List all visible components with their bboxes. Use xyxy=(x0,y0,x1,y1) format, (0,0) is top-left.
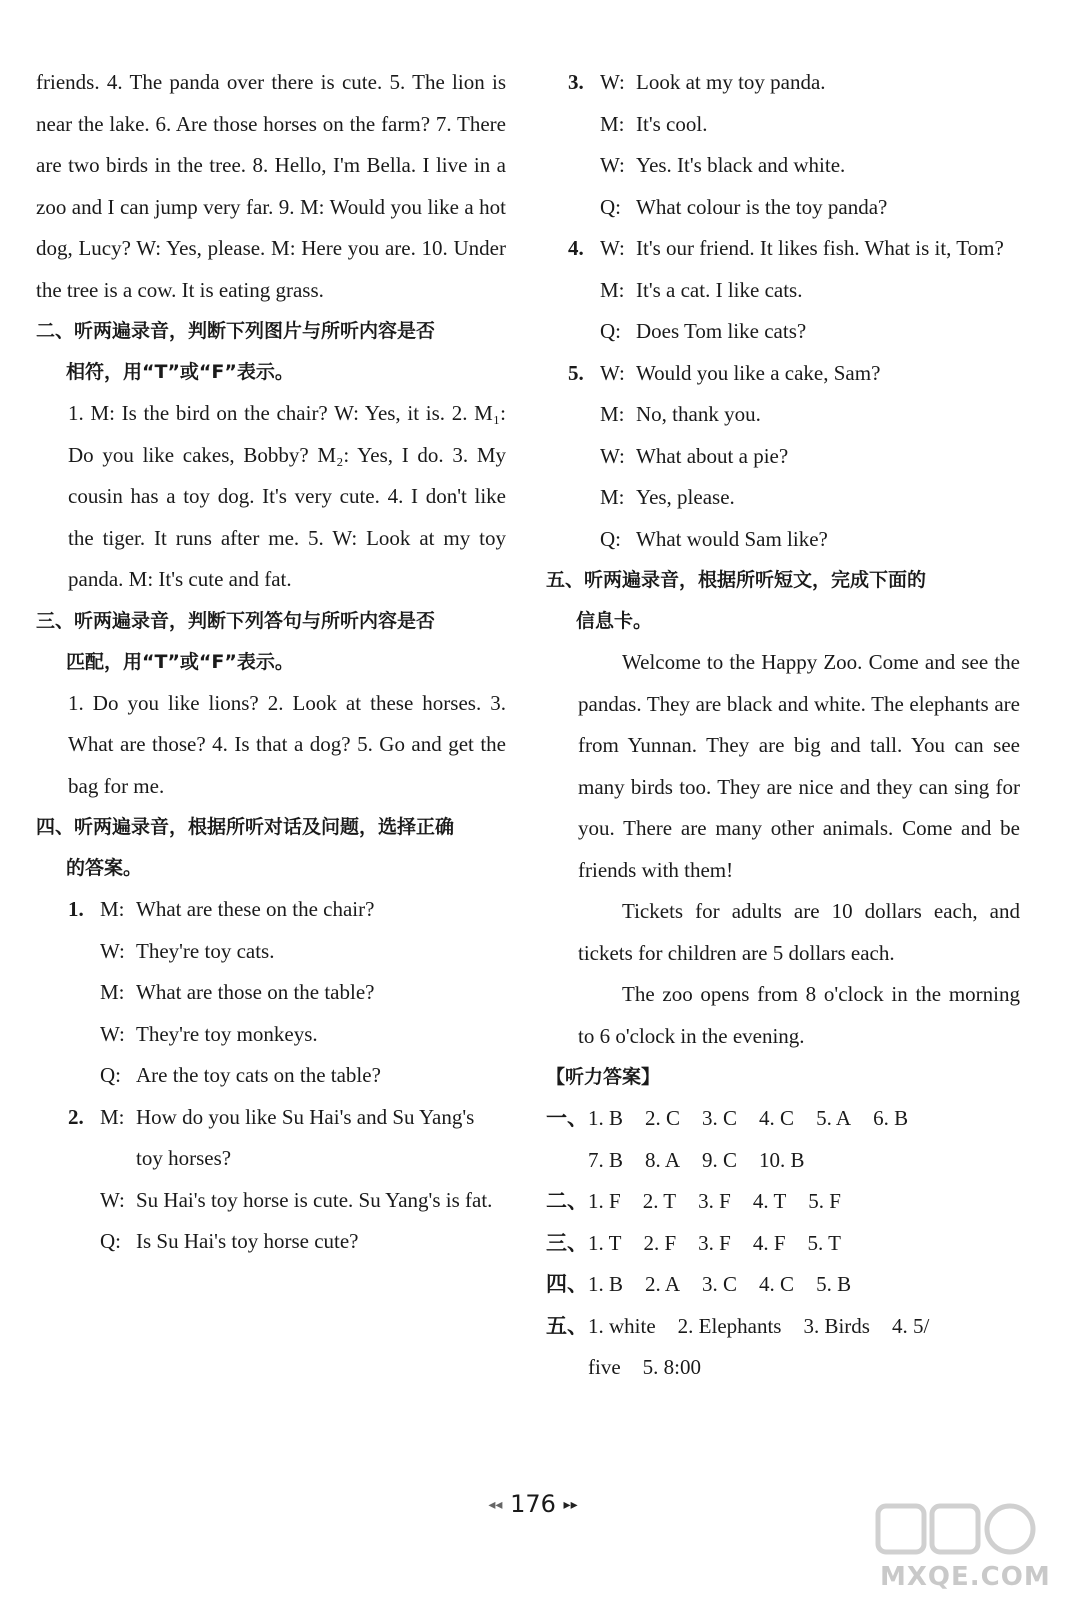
sec4-dialogue-2 xyxy=(36,1097,506,1263)
answers-title: 【听力答案】 xyxy=(546,1066,661,1088)
dialogue-text: Yes. It's black and white. xyxy=(636,153,846,177)
answer-section: 二、 xyxy=(546,1189,588,1213)
dialogue-text: Look at my toy panda. xyxy=(636,70,826,94)
sec3-body: 1. Do you like lions? 2. Look at these horses. 3. What are those? 4. Is that a dog? 5. Go and get the bag for me. xyxy=(68,690,506,798)
answer-item: 3. Birds xyxy=(803,1313,870,1338)
dialogue-text: They're toy cats. xyxy=(136,938,275,963)
answer-item: 2. F xyxy=(643,1230,677,1255)
dialogue-text: How do you like Su Hai's and Su Yang's toy horses? xyxy=(136,1104,475,1170)
answer-item: 4. 5/ xyxy=(891,1313,930,1338)
dialogue-speaker: M: xyxy=(600,402,625,426)
answer-item: 5. B xyxy=(816,1272,852,1296)
dialogue-line xyxy=(568,519,1020,561)
dialogue-speaker: M: xyxy=(600,111,625,136)
dialogue-line xyxy=(568,62,1020,104)
sec3-title: 三、听两遍录音，判断下列答句与所听内容是否 xyxy=(36,609,436,632)
page-number: 176 xyxy=(510,1490,556,1518)
answer-section: 四、 xyxy=(546,1272,588,1296)
sec5-passage-1: Welcome to the Happy Zoo. Come and see the pandas. They are black and white. The elephants are from Yunnan. They are big and tall. You can see many birds too. They are nice and they can sing for you. There are many other animals. Come and be friends with them! xyxy=(578,650,1020,882)
dialogue-line xyxy=(568,104,1020,146)
sec5-passage-2: Tickets for adults are 10 dollars each, and tickets for children are 5 dollars each. xyxy=(578,899,1020,965)
answer-item: 4. F xyxy=(752,1230,786,1255)
dialogue-number xyxy=(68,972,100,1014)
dialogue-speaker: W: xyxy=(600,236,625,260)
dialogue-number xyxy=(68,931,100,973)
dialogue-number xyxy=(568,394,600,436)
sec4-title-cont: 的答案。 xyxy=(66,857,143,879)
sec1-continuation: friends. 4. The panda over there is cute. 5. The lion is near the lake. 6. Are those horses on the farm? 7. There are two birds in the tree. 8. Hello, I'm Bella. I live in a zoo and I can jump very far. 9. M: Would you like a hot dog, Lucy? W: Yes, please. M: Here you are. 10. Under the tree is a cow. It is eating grass. xyxy=(36,70,506,302)
answer-row xyxy=(546,1140,1020,1182)
sec4-dialogue-1 xyxy=(36,889,506,1097)
dialogue-text: What are these on the chair? xyxy=(136,897,375,921)
dialogue-number xyxy=(568,145,600,187)
answer-row xyxy=(546,1181,1020,1223)
dialogue-speaker: Q: xyxy=(600,194,621,219)
dialogue-text: Yes, please. xyxy=(636,485,735,509)
dialogue-speaker: W: xyxy=(100,938,125,963)
dialogue-number xyxy=(68,1180,100,1222)
dialogue-speaker: M: xyxy=(100,1104,125,1129)
answer-item: 5. T xyxy=(807,1230,841,1255)
sec5-passage-3: The zoo opens from 8 o'clock in the morning to 6 o'clock in the evening. xyxy=(578,982,1020,1048)
dialogue-text: Are the toy cats on the table? xyxy=(136,1063,381,1087)
answer-item: 1. F xyxy=(588,1189,621,1213)
answer-item: 1. white xyxy=(588,1313,656,1338)
watermark-text: MXQE.COM xyxy=(880,1562,1051,1592)
dialogue-line xyxy=(568,394,1020,436)
answer-item: 2. C xyxy=(645,1106,681,1130)
sec4-dialogue-3-5 xyxy=(546,62,1020,560)
dialogue-line xyxy=(68,1014,506,1056)
dialogue-number: 4. xyxy=(568,236,584,260)
dialogue-line xyxy=(68,931,506,973)
answer-item: 1. B xyxy=(588,1106,624,1130)
answer-item: 4. C xyxy=(759,1272,795,1296)
dialogue-text: They're toy monkeys. xyxy=(136,1021,318,1046)
dialogue-text: What about a pie? xyxy=(636,443,789,468)
dialogue-speaker: M: xyxy=(100,897,125,921)
dialogue-speaker: Q: xyxy=(600,526,621,551)
dialogue-line xyxy=(568,270,1020,312)
dialogue-line xyxy=(68,889,506,931)
answer-item: 1. T xyxy=(588,1230,622,1255)
dialogue-number: 3. xyxy=(568,70,584,94)
dialogue-number xyxy=(68,1055,100,1097)
dialogue-speaker: W: xyxy=(600,153,625,177)
dialogue-line xyxy=(568,145,1020,187)
dialogue-number xyxy=(68,1014,100,1056)
right-column xyxy=(546,62,1020,1389)
nav-right-icon: ▸▸ xyxy=(563,1497,578,1513)
dialogue-speaker: M: xyxy=(100,980,125,1004)
answer-section: 一、 xyxy=(546,1106,588,1130)
dialogue-number: 2. xyxy=(68,1104,84,1129)
answer-item: 2. Elephants xyxy=(677,1313,782,1338)
answer-item: 2. T xyxy=(642,1189,677,1213)
sec2-title-cont: 相符，用“T”或“F”表示。 xyxy=(66,361,294,383)
answer-row xyxy=(546,1223,1020,1265)
dialogue-number xyxy=(568,104,600,146)
dialogue-number: 1. xyxy=(68,897,84,921)
dialogue-line xyxy=(568,187,1020,229)
dialogue-speaker: W: xyxy=(600,443,625,468)
dialogue-text: Does Tom like cats? xyxy=(636,319,807,343)
dialogue-text: It's a cat. I like cats. xyxy=(636,277,803,302)
dialogue-speaker: W: xyxy=(100,1021,125,1046)
dialogue-speaker: W: xyxy=(600,360,625,385)
sec3-heading xyxy=(36,601,506,683)
answer-section: 五、 xyxy=(546,1313,588,1338)
dialogue-line xyxy=(568,477,1020,519)
dialogue-speaker: Q: xyxy=(100,1229,121,1253)
dialogue-number xyxy=(568,519,600,561)
dialogue-number xyxy=(568,187,600,229)
dialogue-line xyxy=(568,228,1020,270)
sec4-heading xyxy=(36,807,506,889)
answer-item: 9. C xyxy=(702,1147,738,1172)
dialogue-speaker: Q: xyxy=(600,319,621,343)
answer-section xyxy=(546,1140,588,1182)
dialogue-text: What are those on the table? xyxy=(136,980,375,1004)
answer-item: 3. F xyxy=(698,1230,731,1255)
dialogue-line xyxy=(68,972,506,1014)
answer-item: 6. B xyxy=(873,1106,909,1130)
sec2-body: 1. M: Is the bird on the chair? W: Yes, it is. 2. M₁: Do you like cakes, Bobby? M₂: Yes, I do. 3. My cousin has a toy dog. It's very cute. 4. I don't like the tiger. It runs after me. 5. W: Look at my toy panda. M: It's cute and fat. xyxy=(68,401,506,591)
dialogue-number xyxy=(568,477,600,519)
answer-item: five xyxy=(588,1355,621,1379)
answer-item: 5. 8:00 xyxy=(642,1355,701,1379)
answer-item: 3. C xyxy=(702,1272,738,1296)
dialogue-line xyxy=(568,311,1020,353)
answer-row xyxy=(546,1098,1020,1140)
answer-item: 4. T xyxy=(752,1189,787,1213)
answer-item: 4. C xyxy=(759,1106,795,1130)
dialogue-text: What colour is the toy panda? xyxy=(636,194,888,219)
dialogue-line xyxy=(68,1097,506,1180)
dialogue-text: What would Sam like? xyxy=(636,526,828,551)
dialogue-line xyxy=(68,1055,506,1097)
sec2-heading xyxy=(36,311,506,393)
answer-item: 7. B xyxy=(588,1147,624,1172)
dialogue-line xyxy=(68,1221,506,1263)
sec4-title: 四、听两遍录音，根据所听对话及问题，选择正确 xyxy=(36,816,455,838)
dialogue-speaker: W: xyxy=(600,70,625,94)
dialogue-text: No, thank you. xyxy=(636,402,761,426)
dialogue-speaker: M: xyxy=(600,277,625,302)
dialogue-text: Su Hai's toy horse is cute. Su Yang's is fat. xyxy=(136,1187,493,1212)
dialogue-text: It's cool. xyxy=(636,111,708,136)
sec2-title: 二、听两遍录音，判断下列图片与所听内容是否 xyxy=(36,320,436,342)
dialogue-number: 5. xyxy=(568,360,584,385)
answer-row xyxy=(546,1264,1020,1306)
answer-item: 5. A xyxy=(816,1106,852,1130)
answer-item: 5. F xyxy=(808,1189,841,1213)
answer-row xyxy=(546,1306,1020,1348)
answer-item: 3. C xyxy=(702,1106,738,1130)
dialogue-number xyxy=(568,436,600,478)
answer-item: 1. B xyxy=(588,1272,624,1296)
dialogue-line xyxy=(568,436,1020,478)
dialogue-speaker: M: xyxy=(600,485,625,509)
nav-left-icon: ◂◂ xyxy=(488,1497,503,1513)
dialogue-speaker: Q: xyxy=(100,1063,121,1087)
dialogue-number xyxy=(568,311,600,353)
answer-item: 8. A xyxy=(645,1147,681,1172)
sec5-heading xyxy=(546,560,1020,642)
answer-item: 10. B xyxy=(759,1147,805,1172)
dialogue-text: Would you like a cake, Sam? xyxy=(636,360,881,385)
dialogue-line xyxy=(568,353,1020,395)
left-column xyxy=(36,62,506,1263)
sec3-title-cont: 匹配，用“T”或“F”表示。 xyxy=(66,650,294,673)
sec5-title-cont: 信息卡。 xyxy=(576,610,653,632)
dialogue-text: It's our friend. It likes fish. What is it, Tom? xyxy=(636,236,1004,260)
dialogue-number xyxy=(68,1221,100,1263)
answers-list xyxy=(546,1098,1020,1389)
dialogue-line xyxy=(68,1180,506,1222)
dialogue-number xyxy=(568,270,600,312)
sec5-title: 五、听两遍录音，根据所听短文，完成下面的 xyxy=(546,569,927,591)
dialogue-speaker: W: xyxy=(100,1187,125,1212)
answer-section: 三、 xyxy=(546,1230,588,1255)
answer-section xyxy=(546,1347,588,1389)
answer-item: 3. F xyxy=(698,1189,731,1213)
answer-item: 2. A xyxy=(645,1272,681,1296)
dialogue-text: Is Su Hai's toy horse cute? xyxy=(136,1229,359,1253)
answer-row xyxy=(546,1347,1020,1389)
